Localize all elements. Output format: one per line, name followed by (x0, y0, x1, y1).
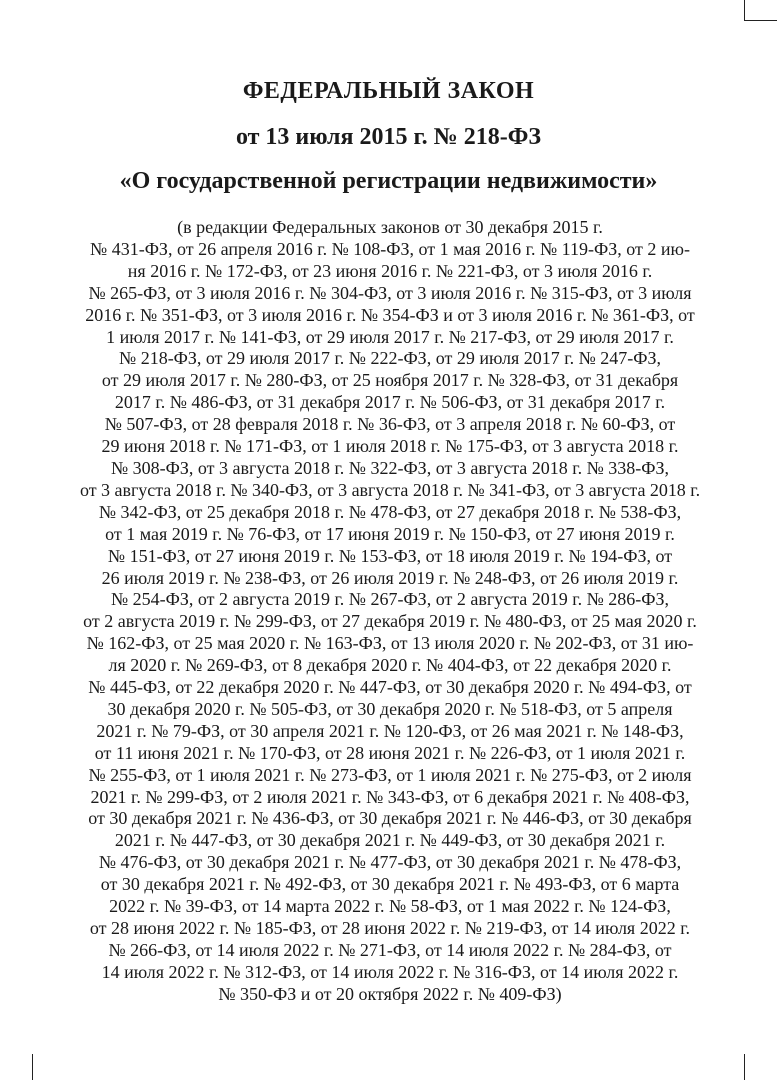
amendment-line: 1 июля 2017 г. № 141-ФЗ, от 29 июля 2017 г. № 217-ФЗ, от 29 июля 2017 г. (106, 326, 674, 347)
amendment-line: (в редакции Федеральных законов от 30 декабря 2015 г. (177, 217, 603, 237)
crop-mark-top-right-horizontal (744, 20, 777, 21)
amendment-line: № 266-ФЗ, от 14 июля 2022 г. № 271-ФЗ, от 14 июля 2022 г. № 284-ФЗ, от (108, 939, 672, 960)
amendment-line: от 29 июля 2017 г. № 280-ФЗ, от 25 ноября 2017 г. № 328-ФЗ, от 31 декабря (101, 370, 679, 391)
amendment-line: 2022 г. № 39-ФЗ, от 14 марта 2022 г. № 58-ФЗ, от 1 мая 2022 г. № 124-ФЗ, (109, 896, 671, 917)
amendment-line: № 342-ФЗ, от 25 декабря 2018 г. № 478-ФЗ, от 27 декабря 2018 г. № 538-ФЗ, (98, 501, 682, 522)
amendment-line: 2017 г. № 486-ФЗ, от 31 декабря 2017 г. № 506-ФЗ, от 31 декабря 2017 г. (114, 392, 666, 413)
amendment-line: № 265-ФЗ, от 3 июля 2016 г. № 304-ФЗ, от 3 июля 2016 г. № 315-ФЗ, от 3 июля (88, 282, 692, 303)
crop-mark-bottom-right (744, 1054, 745, 1080)
amendment-line: от 1 мая 2019 г. № 76-ФЗ, от 17 июня 2019 г. № 150-ФЗ, от 27 июня 2019 г. (105, 523, 675, 544)
amendment-line: 30 декабря 2020 г. № 505-ФЗ, от 30 декабря 2020 г. № 518-ФЗ, от 5 апреля (107, 698, 673, 719)
amendment-line: от 3 августа 2018 г. № 340-ФЗ, от 3 августа 2018 г. № 341-ФЗ, от 3 августа 2018 г. (80, 479, 701, 500)
amendment-line: № 218-ФЗ, от 29 июля 2017 г. № 222-ФЗ, от 29 июля 2017 г. № 247-ФЗ, (119, 348, 661, 369)
amendment-line: № 151-ФЗ, от 27 июня 2019 г. № 153-ФЗ, от 18 июля 2019 г. № 194-ФЗ, от (107, 545, 673, 566)
amendment-line: 2016 г. № 351-ФЗ, от 3 июля 2016 г. № 354-ФЗ и от 3 июля 2016 г. № 361-ФЗ, от (85, 304, 695, 325)
amendment-line: от 30 декабря 2021 г. № 436-ФЗ, от 30 декабря 2021 г. № 446-ФЗ, от 30 декабря (88, 808, 692, 829)
crop-mark-bottom-left (32, 1054, 33, 1080)
amendment-line: от 30 декабря 2021 г. № 492-ФЗ, от 30 декабря 2021 г. № 493-ФЗ, от 6 марта (100, 874, 680, 895)
amendment-line: № 308-ФЗ, от 3 августа 2018 г. № 322-ФЗ, от 3 августа 2018 г. № 338-ФЗ, (110, 457, 670, 478)
amendment-line: 2021 г. № 79-ФЗ, от 30 апреля 2021 г. № 120-ФЗ, от 26 мая 2021 г. № 148-ФЗ, (96, 720, 684, 741)
amendment-line: № 431-ФЗ, от 26 апреля 2016 г. № 108-ФЗ, от 1 мая 2016 г. № 119-ФЗ, от 2 ию- (90, 238, 690, 259)
amendment-line: ня 2016 г. № 172-ФЗ, от 23 июня 2016 г. № 221-ФЗ, от 3 июля 2016 г. (127, 260, 653, 281)
amendment-line: 26 июля 2019 г. № 238-ФЗ, от 26 июля 2019 г. № 248-ФЗ, от 26 июля 2019 г. (101, 567, 679, 588)
amendment-line: № 254-ФЗ, от 2 августа 2019 г. № 267-ФЗ, от 2 августа 2019 г. № 286-ФЗ, (110, 589, 670, 610)
amendment-line: № 350-ФЗ и от 20 октября 2022 г. № 409-ФЗ) (218, 983, 562, 1004)
amendments-list (80, 217, 700, 1006)
amendment-line: 2021 г. № 447-ФЗ, от 30 декабря 2021 г. № 449-ФЗ, от 30 декабря 2021 г. (114, 830, 666, 851)
amendment-line: 29 июня 2018 г. № 171-ФЗ, от 1 июля 2018 г. № 175-ФЗ, от 3 августа 2018 г. (101, 436, 679, 457)
law-name-heading: «О государственной регистрации недвижимости» (119, 168, 658, 194)
amendment-line: № 162-ФЗ, от 25 мая 2020 г. № 163-ФЗ, от 13 июля 2020 г. № 202-ФЗ, от 31 ию- (86, 633, 694, 654)
amendment-line: № 445-ФЗ, от 22 декабря 2020 г. № 447-ФЗ, от 30 декабря 2020 г. № 494-ФЗ, от (88, 677, 692, 698)
law-number-heading: от 13 июля 2015 г. № 218-ФЗ (235, 124, 542, 150)
amendment-line: № 476-ФЗ, от 30 декабря 2021 г. № 477-ФЗ, от 30 декабря 2021 г. № 478-ФЗ, (98, 852, 682, 873)
law-type-heading: ФЕДЕРАЛЬНЫЙ ЗАКОН (242, 78, 535, 104)
amendment-line: 14 июля 2022 г. № 312-ФЗ, от 14 июля 2022 г. № 316-ФЗ, от 14 июля 2022 г. (101, 961, 679, 982)
amendment-line: 2021 г. № 299-ФЗ, от 2 июля 2021 г. № 343-ФЗ, от 6 декабря 2021 г. № 408-ФЗ, (90, 786, 690, 807)
amendment-line: от 28 июня 2022 г. № 185-ФЗ, от 28 июня 2022 г. № 219-ФЗ, от 14 июля 2022 г. (89, 918, 691, 938)
amendment-line: № 255-ФЗ, от 1 июля 2021 г. № 273-ФЗ, от 1 июля 2021 г. № 275-ФЗ, от 2 июля (88, 764, 692, 785)
amendment-line: от 11 июня 2021 г. № 170-ФЗ, от 28 июня 2021 г. № 226-ФЗ, от 1 июля 2021 г. (94, 742, 686, 763)
amendment-line: от 2 августа 2019 г. № 299-ФЗ, от 27 декабря 2019 г. № 480-ФЗ, от 25 мая 2020 г. (83, 611, 697, 632)
amendment-line: ля 2020 г. № 269-ФЗ, от 8 декабря 2020 г. № 404-ФЗ, от 22 декабря 2020 г. (108, 655, 672, 676)
amendment-line: № 507-ФЗ, от 28 февраля 2018 г. № 36-ФЗ, от 3 апреля 2018 г. № 60-ФЗ, от (104, 414, 676, 435)
crop-mark-top-right-vertical (744, 0, 745, 20)
